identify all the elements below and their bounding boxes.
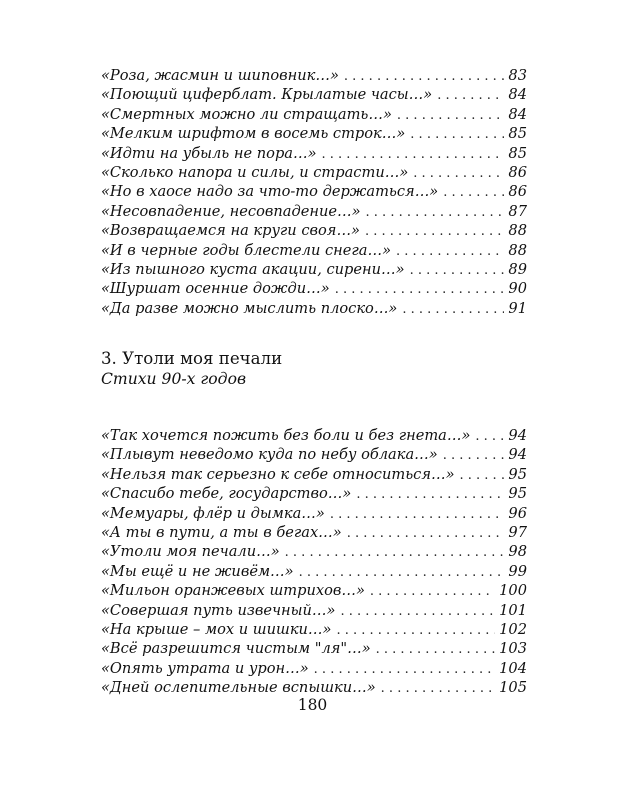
- toc-entry: [101, 124, 527, 143]
- toc-entry-page: 83: [508, 67, 527, 84]
- toc-entry-title: «Шуршат осенние дожди…»: [101, 280, 330, 298]
- toc-entry: [101, 85, 527, 104]
- toc-entry-page: 100: [499, 582, 527, 600]
- toc-entry: [101, 144, 527, 163]
- toc-entry-title: «Мелким шрифтом в восемь строк…»: [101, 125, 406, 143]
- dot-leader: [443, 183, 504, 202]
- dot-leader: [340, 602, 495, 621]
- dot-leader: [413, 164, 504, 183]
- dot-leader: [330, 505, 505, 524]
- toc-entry: [101, 523, 527, 542]
- toc-entry: [101, 562, 527, 581]
- toc-entry: [101, 601, 527, 620]
- toc-entry-title: «Мильон оранжевых штрихов…»: [101, 582, 365, 600]
- toc-entry-page: 105: [499, 679, 527, 697]
- dot-leader: [365, 222, 504, 241]
- toc-entry-title: «А ты в пути, а ты в бегах…»: [101, 523, 342, 541]
- toc-entry-page: 99: [508, 562, 527, 580]
- toc-entry-title: «На крыше – мох и шишки…»: [101, 620, 332, 638]
- toc-entry-title: «Мы ещё и не живём…»: [101, 562, 294, 580]
- toc-entry: [101, 299, 527, 318]
- toc-entry: [101, 659, 527, 678]
- toc-entry-title: «Смертных можно ли стращать…»: [101, 105, 392, 123]
- toc-entry-page: 98: [508, 543, 527, 561]
- dot-leader: [356, 485, 504, 504]
- dot-leader: [336, 621, 495, 640]
- toc-entry-page: 91: [508, 299, 527, 317]
- dot-leader: [347, 524, 505, 543]
- toc-entry-page: 85: [508, 125, 527, 143]
- toc-entry-page: 104: [499, 659, 527, 677]
- toc-entry: [101, 426, 527, 445]
- toc-entry-page: 87: [508, 202, 527, 220]
- toc-entry: [101, 620, 527, 639]
- dot-leader: [299, 563, 505, 582]
- toc-entry: [101, 105, 527, 124]
- toc-entry: [101, 465, 527, 484]
- toc-entry: [101, 202, 527, 221]
- toc-entry-title: «Всё разрешится чистым "ля"…»: [101, 640, 371, 658]
- dot-leader: [443, 446, 505, 465]
- dot-leader: [475, 427, 504, 446]
- toc-entry: [101, 66, 527, 85]
- section-heading: [101, 349, 527, 389]
- toc-entry-page: 85: [508, 144, 527, 162]
- dot-leader: [397, 106, 505, 125]
- toc-entry-title: «Совершая путь извечный…»: [101, 601, 336, 619]
- toc-entry-page: 94: [508, 446, 527, 464]
- toc-entry-title: «Дней ослепительные вспышки…»: [101, 679, 376, 697]
- toc-entry-page: 97: [508, 523, 527, 541]
- toc-entry: [101, 484, 527, 503]
- toc-entry-title: «Так хочется пожить без боли и без гнета…»: [101, 427, 471, 444]
- toc-entry: [101, 221, 527, 240]
- dot-leader: [285, 543, 505, 562]
- toc-entry: [101, 639, 527, 658]
- toc-entry-page: 84: [508, 86, 527, 104]
- toc-list-part-b: [101, 426, 527, 697]
- dot-leader: [344, 67, 505, 86]
- toc-entry-page: 102: [499, 620, 527, 638]
- toc-entry-page: 89: [508, 260, 527, 278]
- dot-leader: [335, 280, 505, 299]
- toc-entry: [101, 241, 527, 260]
- toc-entry-title: «Утоли моя печали…»: [101, 543, 280, 561]
- dot-leader: [322, 145, 505, 164]
- section-title: 3. Утоли моя печали: [101, 349, 283, 368]
- toc-entry: [101, 445, 527, 464]
- toc-entry-title: «Роза, жасмин и шиповник…»: [101, 67, 339, 84]
- toc-entry-title: «Идти на убыль не пора…»: [101, 144, 317, 162]
- toc-entry-title: «Да разве можно мыслить плоско…»: [101, 299, 398, 317]
- dot-leader: [314, 660, 495, 679]
- toc-entry-title: «И в черные годы блестели снега…»: [101, 241, 392, 259]
- toc-list-part-a: [101, 66, 527, 318]
- dot-leader: [402, 300, 504, 319]
- toc-entry-page: 94: [508, 427, 527, 444]
- dot-leader: [396, 242, 504, 261]
- toc-entry-title: «Сколько напора и силы, и страсти…»: [101, 163, 409, 181]
- toc-entry-page: 95: [508, 485, 527, 503]
- toc-entry: [101, 504, 527, 523]
- dot-leader: [437, 86, 504, 105]
- toc-entry: [101, 260, 527, 279]
- toc-entry-page: 88: [508, 241, 527, 259]
- dot-leader: [376, 640, 496, 659]
- dot-leader: [370, 582, 495, 601]
- toc-entry-title: «Из пышного куста акации, сирени…»: [101, 260, 405, 278]
- toc-entry-title: «Но в хаосе надо за что-то держаться…»: [101, 183, 439, 201]
- toc-entry-page: 86: [508, 183, 527, 201]
- toc-entry: [101, 542, 527, 561]
- toc-entry: [101, 182, 527, 201]
- toc-entry-title: «Поющий циферблат. Крылатые часы…»: [101, 86, 433, 104]
- toc-entry-title: «Спасибо тебе, государство…»: [101, 485, 352, 503]
- toc-entry-page: 86: [508, 163, 527, 181]
- toc-entry: [101, 163, 527, 182]
- toc-entry-title: «Плывут неведомо куда по небу облака…»: [101, 446, 438, 464]
- section-subtitle: Стихи 90-х годов: [101, 370, 247, 388]
- toc-entry-title: «Возвращаемся на круги своя…»: [101, 222, 360, 240]
- toc-entry-title: «Мемуары, флёр и дымка…»: [101, 504, 325, 522]
- toc-entry: [101, 279, 527, 298]
- toc-entry-page: 95: [508, 465, 527, 483]
- dot-leader: [410, 261, 505, 280]
- toc-entry: [101, 581, 527, 600]
- toc-entry-page: 103: [499, 640, 527, 658]
- toc-entry-page: 101: [499, 601, 527, 619]
- toc-entry-page: 90: [508, 280, 527, 298]
- toc-entry-title: «Опять утрата и урон…»: [101, 659, 309, 677]
- toc-entry-page: 88: [508, 222, 527, 240]
- page-number: 180: [297, 696, 328, 714]
- dot-leader: [366, 203, 505, 222]
- dot-leader: [460, 466, 505, 485]
- toc-entry-page: 84: [508, 105, 527, 123]
- dot-leader: [410, 125, 504, 144]
- toc-entry-title: «Несовпадение, несовпадение…»: [101, 202, 361, 220]
- toc-entry: [101, 678, 527, 697]
- toc-entry-page: 96: [508, 504, 527, 522]
- toc-entry-title: «Нельзя так серьезно к себе относиться…»: [101, 465, 455, 483]
